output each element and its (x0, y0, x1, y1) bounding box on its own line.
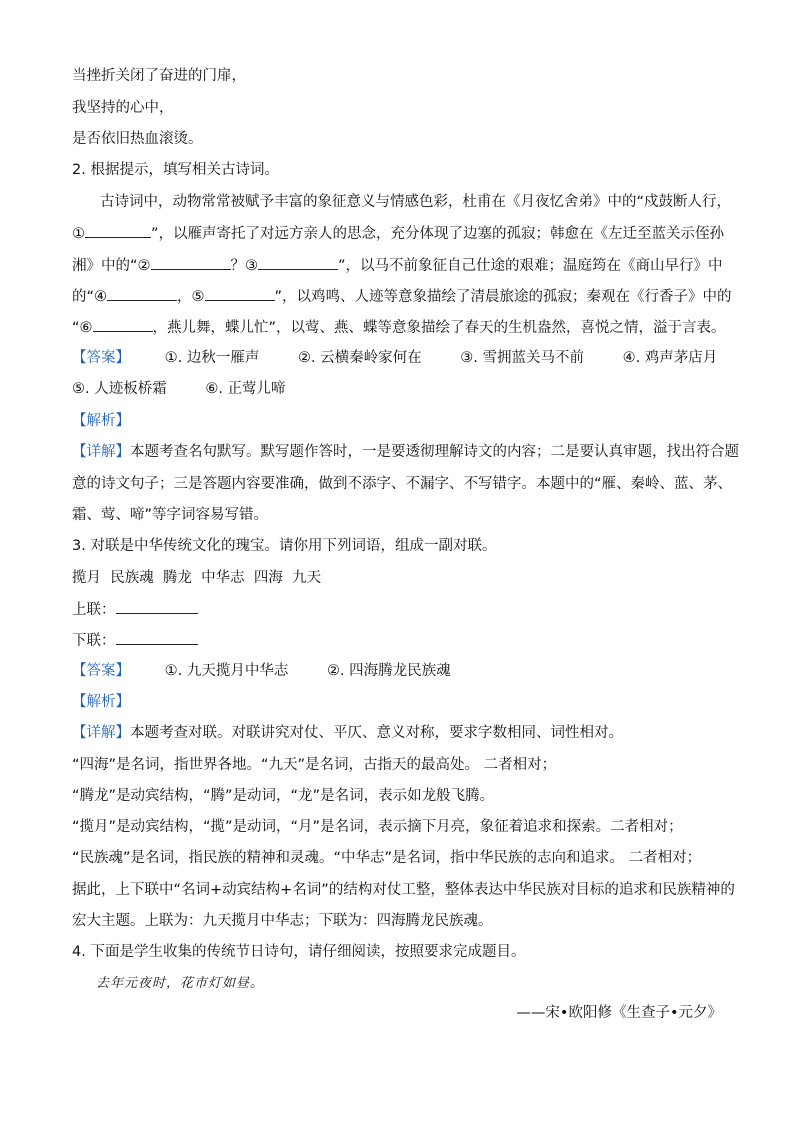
detail-line: 宏大主题。上联为：九天揽月中华志；下联为：四海腾龙民族魂。 (72, 913, 493, 929)
answer-blank[interactable] (205, 286, 275, 301)
q2-paragraph-line: “⑥ ，燕儿舞，蝶儿忙”，以莺、燕、蝶等意象描绘了春天的生机盎然，喜悦之情，溢于言表。 (72, 317, 722, 338)
lower-couplet-blank[interactable] (116, 630, 198, 645)
detail-line: 据此，上下联中“名词+动宾结构+名词”的结构对仗工整，整体表达中华民族对目标的追求和民族精神的 (72, 882, 735, 898)
q2-paragraph-line: ① ”，以雁声寄托了对远方亲人的思念，充分体现了边塞的孤寂；韩愈在《左迁至蓝关示侄孙 (72, 223, 722, 244)
detail-line: “四海”是名词，指世界各地。“九天”是名词，古指天的最高处。 二者相对； (72, 757, 557, 773)
q2-paragraph-line: 湘》中的“② ？③ ”，以马不前象征自己仕途的艰难；温庭筠在《商山早行》中 (72, 255, 722, 276)
answer-item: ②. 云横秦岭家何在 (297, 350, 422, 366)
answer-blank[interactable] (258, 255, 338, 270)
answer-blank[interactable] (107, 286, 177, 301)
answer-item: ⑤. 人迹板桥霜 (72, 381, 167, 397)
upper-couplet-line: 上联： (72, 599, 722, 620)
answer-label: 【答案】 (72, 350, 130, 366)
answer-item: ⑥. 正莺儿啼 (205, 381, 286, 397)
answer-item: ④. 鸡声茅店月 (622, 350, 718, 366)
detail-label: 【详解】 (72, 725, 130, 741)
detail-line: 【详解】本题考查名句默写。默写题作答时，一是要透彻理解诗文的内容；二是要认真审题，找出符合题 (72, 444, 739, 460)
q4-title: 4. 下面是学生收集的传统节日诗句，请仔细阅读，按照要求完成题目。 (72, 944, 526, 960)
detail-line: 意的诗文句子；三是答题内容要准确，做到不添字、不漏字、不写错字。本题中的“雁、秦岭、蓝、茅、 (72, 476, 733, 492)
poem-line: 当挫折关闭了奋进的门扉， (72, 68, 246, 84)
poem-line: 是否依旧热血滚烫。 (72, 131, 203, 147)
q3-answer-row (72, 661, 722, 681)
detail-line: 【详解】本题考查对联。对联讲究对仗、平仄、意义对称，要求字数相同、词性相对。 (72, 725, 623, 741)
poem-line: 我坚持的心中， (72, 100, 174, 116)
q2-answer-row (72, 348, 722, 368)
lower-couplet-line: 下联： (72, 630, 722, 651)
answer-blank[interactable] (151, 255, 231, 270)
answer-label: 【答案】 (72, 663, 130, 679)
answer-item: ②. 四海腾龙民族魂 (326, 663, 451, 679)
q2-paragraph-line: 古诗词中，动物常常被赋予丰富的象征意义与情感色彩，杜甫在《月夜忆舍弟》中的“戍鼓断人行， (100, 194, 732, 210)
detail-label: 【详解】 (72, 444, 130, 460)
answer-item: ①. 边秋一雁声 (164, 350, 260, 366)
detail-line: 霜、莺、啼”等字词容易写错。 (72, 507, 269, 523)
q4-poem-line: 去年元夜时，花市灯如昼。 (96, 976, 265, 991)
analysis-label: 【解析】 (72, 694, 130, 710)
q3-word-list: 揽月 民族魂 腾龙 中华志 四海 九天 (72, 570, 322, 586)
answer-blank[interactable] (93, 317, 153, 332)
q2-answer-row (72, 379, 722, 399)
detail-line: “民族魂”是名词，指民族的精神和灵魂。“中华志”是名词，指中华民族的志向和追求。 二者相对； (72, 850, 702, 866)
answer-blank[interactable] (85, 223, 151, 238)
q2-paragraph-line: 的“④ ，⑤ ”，以鸡鸣、人迹等意象描绘了清晨旅途的孤寂；秦观在《行香子》中的 (72, 286, 722, 307)
answer-item: ①. 九天揽月中华志 (164, 663, 289, 679)
detail-line: “揽月”是动宾结构，“揽”是动词，“月”是名词，表示摘下月亮，象征着追求和探索。二者相对； (72, 819, 683, 835)
upper-couplet-blank[interactable] (116, 599, 198, 614)
q2-title: 2. 根据提示，填写相关古诗词。 (72, 162, 279, 178)
q4-poem-source: ——宋•欧阳修《生查子•元夕》 (516, 1005, 722, 1021)
detail-line: “腾龙”是动宾结构，“腾”是动词，“龙”是名词，表示如龙般飞腾。 (72, 788, 495, 804)
answer-item: ③. 雪拥蓝关马不前 (460, 350, 584, 366)
q3-title: 3. 对联是中华传统文化的瑰宝。请你用下列词语，组成一副对联。 (72, 538, 497, 554)
analysis-label: 【解析】 (72, 413, 130, 429)
